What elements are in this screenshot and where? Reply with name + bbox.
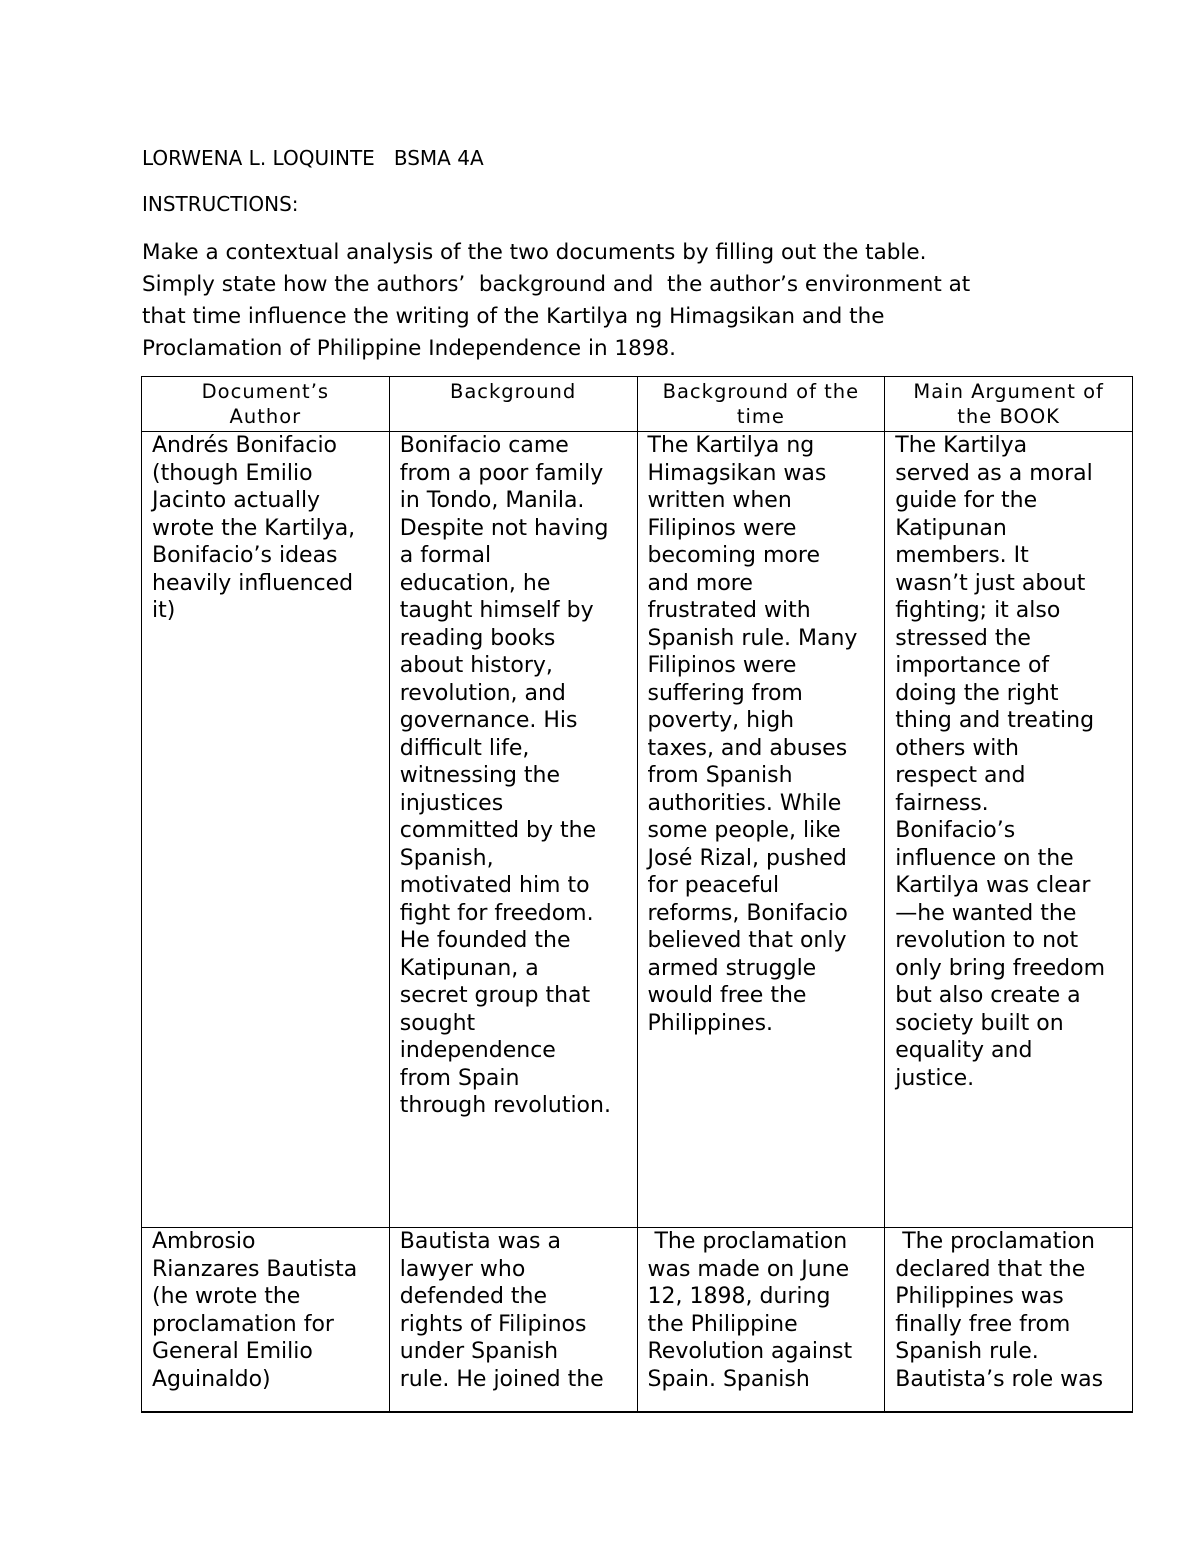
cell-text-line: Katipunan, a bbox=[399, 955, 539, 981]
cell-text-line: difficult life, bbox=[399, 735, 530, 761]
cell-text-line: reforms, Bonifacio bbox=[647, 900, 848, 926]
cell-text-line: wrote the Kartilya, bbox=[152, 515, 356, 541]
cell-text-line: and more bbox=[647, 570, 753, 596]
time-background-cell bbox=[637, 1228, 885, 1413]
cell-text-line: Revolution against bbox=[647, 1339, 853, 1364]
cell-text-line: served as a moral bbox=[895, 460, 1093, 486]
background-cell bbox=[389, 432, 637, 1228]
cell-text-line: taught himself by bbox=[399, 598, 594, 623]
cell-text-line: Himagsikan was bbox=[647, 460, 827, 486]
student-name-line: LORWENA L. LOQUINTE BSMA 4A bbox=[142, 146, 484, 170]
cell-text-line: rule. He joined the bbox=[399, 1366, 604, 1392]
cell-text-line: education, he bbox=[399, 570, 551, 596]
cell-text-line: in Tondo, Manila. bbox=[399, 488, 585, 513]
cell-text-line: motivated him to bbox=[399, 873, 590, 898]
cell-text-line: Spain. Spanish bbox=[647, 1366, 810, 1392]
cell-text-line: only bring freedom bbox=[895, 955, 1106, 981]
instructions-line: Make a contextual analysis of the two documents by filling out the table. bbox=[142, 240, 927, 265]
cell-text-line: Aguinaldo) bbox=[152, 1366, 271, 1392]
cell-text-line: Andrés Bonifacio bbox=[152, 433, 338, 458]
instructions-line: Proclamation of Philippine Independence in 1898. bbox=[142, 336, 676, 361]
time-background-cell bbox=[637, 432, 885, 1228]
cell-text-line: Bonifacio came bbox=[399, 433, 569, 458]
table-row bbox=[142, 432, 1133, 1228]
cell-text-line: from Spanish bbox=[647, 763, 793, 788]
cell-text-line: The proclamation bbox=[895, 1229, 1095, 1254]
cell-text-line: a formal bbox=[399, 543, 492, 568]
cell-text-line: suffering from bbox=[647, 680, 803, 706]
cell-text-line: (though Emilio bbox=[152, 460, 313, 486]
cell-text-line: wasn’t just about bbox=[895, 570, 1086, 596]
cell-text-line: justice. bbox=[895, 1065, 975, 1091]
cell-text-line: Jacinto actually bbox=[152, 488, 321, 513]
cell-text-line: Philippines. bbox=[647, 1010, 774, 1036]
cell-text-line: respect and bbox=[895, 763, 1026, 788]
cell-text-line: authorities. While bbox=[647, 790, 842, 816]
main-argument-cell bbox=[885, 1228, 1133, 1413]
instructions-line: Simply state how the authors’ background and the author’s environment at bbox=[142, 272, 971, 297]
cell-text-line: Philippines was bbox=[895, 1284, 1064, 1309]
cell-text-line: He founded the bbox=[399, 928, 571, 953]
cell-text-line: The Kartilya bbox=[895, 433, 1028, 458]
cell-text-line: rights of Filipinos bbox=[399, 1311, 587, 1337]
cell-text-line: believed that only bbox=[647, 928, 847, 953]
cell-text-line: thing and treating bbox=[895, 708, 1095, 733]
main-argument-cell bbox=[885, 432, 1133, 1228]
cell-text-line: but also create a bbox=[895, 983, 1081, 1008]
cell-text-line: taxes, and abuses bbox=[647, 735, 848, 761]
cell-text-line: Rianzares Bautista bbox=[152, 1256, 358, 1282]
cell-text-line: proclamation for bbox=[152, 1311, 334, 1337]
cell-text-line: heavily influenced bbox=[152, 570, 354, 596]
cell-text-line: influence on the bbox=[895, 845, 1074, 871]
cell-text-line: Kartilya was clear bbox=[895, 873, 1091, 898]
cell-text-line: Bautista’s role was bbox=[895, 1366, 1104, 1392]
cell-text-line: the Philippine bbox=[647, 1311, 798, 1337]
cell-text-line: fight for freedom. bbox=[399, 900, 594, 926]
cell-text-line: declared that the bbox=[895, 1256, 1086, 1282]
cell-text-line: Despite not having bbox=[399, 515, 609, 541]
cell-text-line: fighting; it also bbox=[895, 598, 1061, 623]
instructions-label: INSTRUCTIONS: bbox=[142, 192, 299, 216]
cell-text-line: members. It bbox=[895, 543, 1029, 568]
header-background-of-time: Background of the time bbox=[637, 377, 885, 432]
cell-text-line: José Rizal, pushed bbox=[647, 845, 847, 871]
cell-text-line: stressed the bbox=[895, 625, 1031, 651]
table-row bbox=[142, 1228, 1133, 1413]
cell-text-line: witnessing the bbox=[399, 763, 561, 788]
author-cell bbox=[142, 1228, 390, 1413]
cell-text-line: under Spanish bbox=[399, 1339, 559, 1364]
cell-text-line: General Emilio bbox=[152, 1339, 313, 1364]
background-cell bbox=[389, 1228, 637, 1413]
cell-text-line: independence bbox=[399, 1038, 556, 1063]
cell-text-line: governance. His bbox=[399, 708, 578, 733]
cell-text-line: committed by the bbox=[399, 818, 597, 843]
cell-text-line: equality and bbox=[895, 1038, 1033, 1063]
cell-text-line: Filipinos were bbox=[647, 653, 797, 678]
cell-text-line: sought bbox=[399, 1010, 476, 1036]
cell-text-line: armed struggle bbox=[647, 955, 817, 981]
cell-text-line: Bonifacio’s ideas bbox=[152, 543, 338, 568]
cell-text-line: Spanish, bbox=[399, 845, 494, 871]
cell-text-line: some people, like bbox=[647, 818, 841, 843]
cell-text-line: fairness. bbox=[895, 790, 989, 816]
table-header-row bbox=[142, 377, 1133, 432]
cell-text-line: it) bbox=[152, 598, 176, 623]
instructions-line: that time influence the writing of the Kartilya ng Himagsikan and the bbox=[142, 304, 885, 329]
cell-text-line: defended the bbox=[399, 1284, 548, 1309]
cell-text-line: others with bbox=[895, 735, 1019, 761]
cell-text-line: Bonifacio’s bbox=[895, 818, 1016, 843]
cell-text-line: Katipunan bbox=[895, 515, 1007, 541]
header-main-argument: Main Argument of the BOOK bbox=[885, 377, 1133, 432]
cell-text-line: guide for the bbox=[895, 488, 1038, 513]
cell-text-line: about history, bbox=[399, 653, 553, 678]
cell-text-line: The proclamation bbox=[647, 1229, 848, 1254]
cell-text-line: would free the bbox=[647, 983, 807, 1008]
cell-text-line: Bautista was a bbox=[399, 1229, 561, 1254]
cell-text-line: injustices bbox=[399, 790, 504, 816]
cell-text-line: Ambrosio bbox=[152, 1229, 256, 1254]
cell-text-line: doing the right bbox=[895, 680, 1059, 706]
cell-text-line: frustrated with bbox=[647, 598, 811, 623]
cell-text-line: secret group that bbox=[399, 983, 591, 1008]
cell-text-line: Spanish rule. bbox=[895, 1339, 1039, 1364]
cell-text-line: —he wanted the bbox=[895, 900, 1077, 926]
cell-text-line: Spanish rule. Many bbox=[647, 625, 858, 651]
cell-text-line: reading books bbox=[399, 625, 556, 651]
cell-text-line: lawyer who bbox=[399, 1256, 526, 1282]
cell-text-line: written when bbox=[647, 488, 792, 513]
cell-text-line: revolution to not bbox=[895, 928, 1079, 953]
header-background: Background bbox=[389, 377, 637, 432]
cell-text-line: Filipinos were bbox=[647, 515, 797, 541]
cell-text-line: importance of bbox=[895, 653, 1050, 678]
header-documents-author: Document’s Author bbox=[142, 377, 390, 432]
analysis-table bbox=[141, 376, 1133, 1413]
cell-text-line: The Kartilya ng bbox=[647, 433, 815, 458]
cell-text-line: (he wrote the bbox=[152, 1284, 301, 1309]
author-cell bbox=[142, 432, 390, 1228]
cell-text-line: was made on June bbox=[647, 1256, 850, 1282]
cell-text-line: society built on bbox=[895, 1010, 1064, 1036]
cell-text-line: for peaceful bbox=[647, 873, 780, 898]
cell-text-line: through revolution. bbox=[399, 1093, 611, 1118]
cell-text-line: from a poor family bbox=[399, 460, 604, 486]
cell-text-line: revolution, and bbox=[399, 680, 566, 706]
cell-text-line: from Spain bbox=[399, 1065, 520, 1091]
cell-text-line: poverty, high bbox=[647, 708, 795, 733]
cell-text-line: finally free from bbox=[895, 1311, 1071, 1337]
cell-text-line: 12, 1898, during bbox=[647, 1284, 831, 1309]
instructions-text bbox=[142, 237, 1102, 365]
cell-text-line: becoming more bbox=[647, 543, 820, 568]
